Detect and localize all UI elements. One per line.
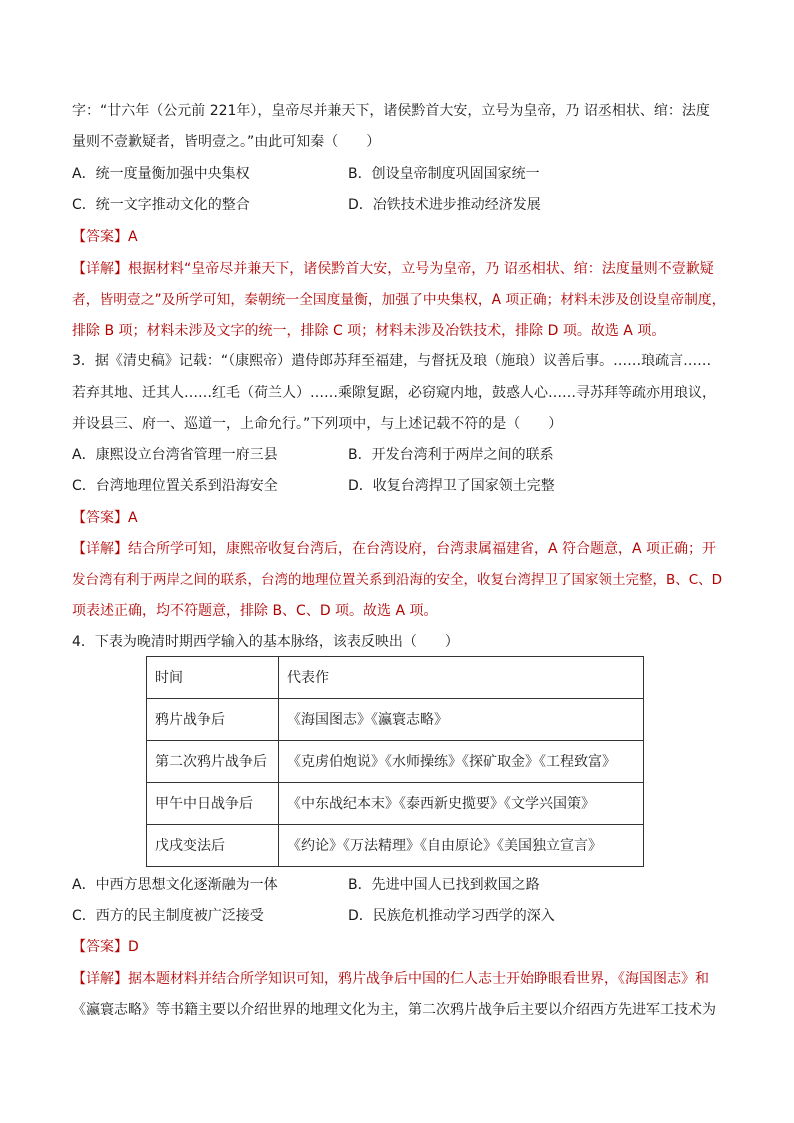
q2-option-c: C．统一文字推动文化的整合: [72, 197, 250, 213]
table-header-works: 代表作: [279, 657, 644, 699]
table-cell-works: 《约论》《万法精理》《自由原论》《美国独立宣言》: [279, 825, 644, 867]
q4-answer: 【答案】D: [72, 939, 139, 955]
q4-options-row-1: [72, 875, 732, 895]
q2-stem-line-1: 字：“廿六年（公元前 221年），皇帝尽并兼天下，诸侯黔首大安，立号为皇帝，乃 诏丞相状、绾：法度: [72, 103, 710, 119]
q3-option-d: D．收复台湾捍卫了国家领土完整: [348, 478, 555, 494]
q3-explain-line-3: 项表述正确，均不符题意，排除 B、C、D 项。故选 A 项。: [72, 603, 438, 619]
q2-answer: 【答案】A: [72, 229, 138, 245]
table-row: [147, 741, 644, 783]
q2-explain-line-3: 排除 B 项；材料未涉及文字的统一，排除 C 项；材料未涉及冶铁技术，排除 D 项。故选 A 项。: [72, 323, 666, 339]
q3-stem-line-1: 3．据《清史稿》记载：“（康熙帝）遣侍郎苏拜至福建，与督抚及琅（施琅）议善后事。……琅疏言……: [72, 353, 712, 369]
q4-option-d: D．民族危机推动学习西学的深入: [348, 908, 555, 924]
q2-option-b: B．创设皇帝制度巩固国家统一: [348, 166, 540, 182]
q3-stem-line-3: 并设县三、府一、巡道一，上命允行。”下列项中，与上述记载不符的是（ ）: [72, 416, 563, 432]
q2-options-row-2: [72, 195, 732, 215]
table-cell-period: 第二次鸦片战争后: [147, 741, 279, 783]
q3-option-c: C．台湾地理位置关系到沿海安全: [72, 478, 278, 494]
q4-explain-line-2: 《瀛寰志略》等书籍主要以介绍世界的地理文化为主，第二次鸦片战争后主要以介绍西方先进军工技术为: [72, 1002, 716, 1018]
q3-options-row-2: [72, 476, 732, 496]
q3-explain-line-1: 【详解】结合所学可知，康熙帝收复台湾后，在台湾设府，台湾隶属福建省，A 符合题意，A 项正确；开: [72, 541, 717, 557]
table-cell-period: 甲午中日战争后: [147, 783, 279, 825]
table-cell-period: 鸦片战争后: [147, 699, 279, 741]
table-row: [147, 783, 644, 825]
q3-options-row-1: [72, 445, 732, 465]
q3-stem-line-2: 若弃其地、迁其人……红毛（荷兰人）……乘隙复踞，必窃窥内地，鼓惑人心……寻苏拜等疏亦用琅议，: [72, 385, 716, 401]
q4-options-row-2: [72, 906, 732, 926]
q4-option-a: A．中西方思想文化逐渐融为一体: [72, 877, 278, 893]
table-cell-works: 《克虏伯炮说》《水师操练》《探矿取金》《工程致富》: [279, 741, 644, 783]
q3-option-a: A．康熙设立台湾省管理一府三县: [72, 447, 278, 463]
q4-option-b: B．先进中国人已找到救国之路: [348, 877, 540, 893]
q4-stem: 4．下表为晚清时期西学输入的基本脉络，该表反映出（ ）: [72, 634, 459, 650]
q2-stem-line-2: 量则不壹歉疑者，皆明壹之。”由此可知秦（ ）: [72, 134, 381, 150]
q3-answer: 【答案】A: [72, 510, 138, 526]
table-cell-period: 戊戌变法后: [147, 825, 279, 867]
q2-option-d: D．冶铁技术进步推动经济发展: [348, 197, 541, 213]
q2-explain-line-1: 【详解】根据材料“皇帝尽并兼天下，诸侯黔首大安，立号为皇帝，乃 诏丞相状、绾：法度量则不壹歉疑: [72, 261, 714, 277]
q4-option-c: C．西方的民主制度被广泛接受: [72, 908, 264, 924]
table-cell-works: 《中东战纪本末》《泰西新史揽要》《文学兴国策》: [279, 783, 644, 825]
q2-option-a: A．统一度量衡加强中央集权: [72, 166, 250, 182]
table-header-time: 时间: [147, 657, 279, 699]
table-cell-works: 《海国图志》《瀛寰志略》: [279, 699, 644, 741]
q2-options-row-1: [72, 164, 732, 184]
table-row: [147, 699, 644, 741]
table-header-row: [147, 657, 644, 699]
q2-explain-line-2: 者，皆明壹之”及所学可知，秦朝统一全国度量衡，加强了中央集权，A 项正确；材料未涉及创设皇帝制度，: [72, 292, 726, 308]
q3-option-b: B．开发台湾利于两岸之间的联系: [348, 447, 554, 463]
q4-table: [146, 656, 644, 867]
table-row: [147, 825, 644, 867]
q3-explain-line-2: 发台湾有利于两岸之间的联系，台湾的地理位置关系到沿海的安全，收复台湾捍卫了国家领土完整，B、C、D: [72, 572, 723, 588]
q4-explain-line-1: 【详解】据本题材料并结合所学知识可知，鸦片战争后中国的仁人志士开始睁眼看世界，《海国图志》和: [72, 971, 709, 987]
